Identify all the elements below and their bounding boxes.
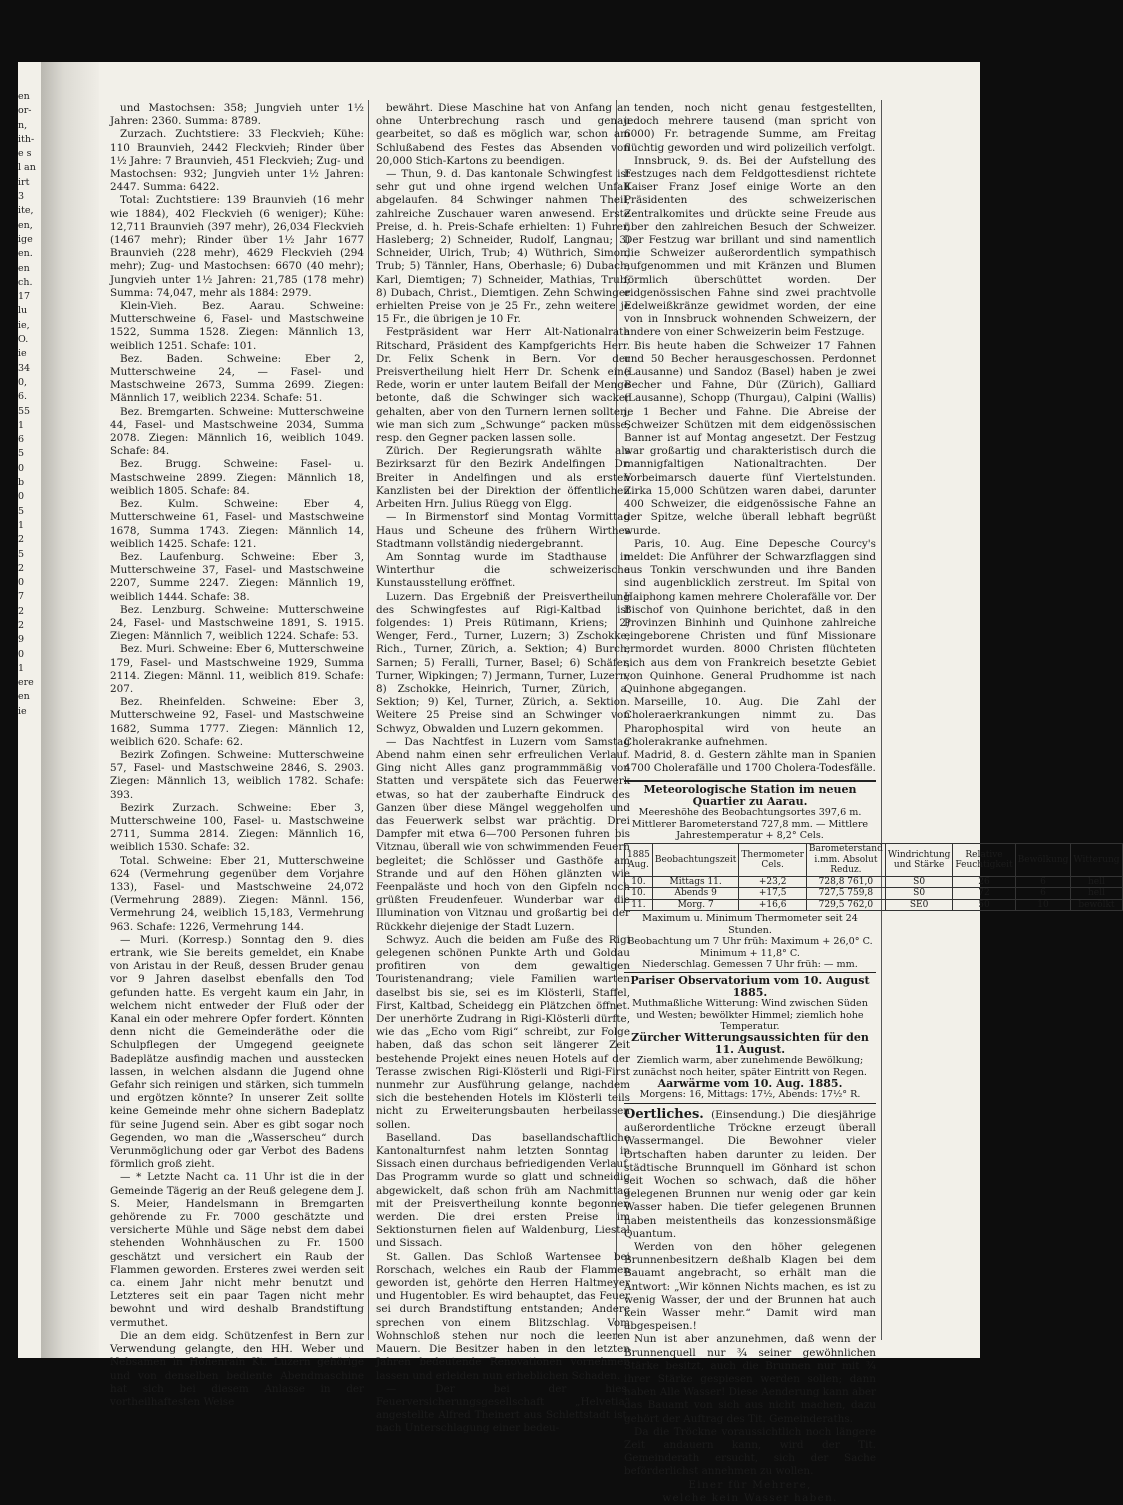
- previous-page-fragment-line: ch.: [18, 276, 33, 288]
- col2-paragraph: Baselland. Das basellandschaftliche Kantonalturnfest nahm letzten Sonntag in Sissach einen durchaus befriedigenden Verlauf. Das Programm wurde so glatt und schneidig abgewickelt, daß schon früh am Nachmittag mit der Preisvertheilung konnte begonnen werden. Die drei ersten Preise im Sektionsturnen fielen auf Waldenburg, Liestal und Sissach.: [376, 1131, 630, 1250]
- meteo-cell: 6: [1015, 888, 1071, 900]
- previous-page-fragment-line: 1: [18, 419, 25, 431]
- meteo-header-cell: Relative Feuchtigkeit: [953, 844, 1015, 877]
- previous-page-fragment-line: O.: [18, 334, 29, 346]
- oertliches-section: [624, 1108, 876, 1505]
- meteo-cell: Morg. 7: [652, 899, 738, 911]
- col1-paragraph: Bez. Kulm. Schweine: Eber 4, Mutterschweine 61, Fasel- und Mastschweine 1678, Summa 1743. Ziegen: Männlich 14, weiblich 1425. Schafe: 121.: [110, 498, 364, 550]
- zuercher-text: Ziemlich warm, aber zunehmende Bewölkung; zunächst noch heiter, später Eintritt von Regen.: [632, 1055, 867, 1078]
- col3-paragraph: Madrid, 8. d. Gestern zählte man in Spanien 4700 Cholerafälle und 1700 Cholera-Todesfälle.: [624, 748, 876, 775]
- meteo-min: Minimum + 11,8° C.: [700, 947, 800, 959]
- col1-paragraph: — Muri. (Korresp.) Sonntag den 9. dies ertrank, wie Sie bereits gemeldet, ein Knabe von Aristau in der Reuß, dessen Bruder genau vor 9 Jahren daselbst ebenfalls den Tod gefunden hatte. Es vergeht kaum ein Jahr, in welchem nicht entweder der Fluß oder der Kanal ein oder mehrere Opfer fordert. Könnten denn nicht die Gemeinderäthe oder die Schulpflegen der Umgegend geeignete Badeplätze ausfindig machen und ausstecken lassen, in welchen alsdann die Jugend ohne Gefahr sich reinigen und stärken, sich tummeln und ergötzen könnte? In unserer Zeit sollte keine Gemeinde mehr ohne sichern Badeplatz für seine Jugend sein. Aber es gibt sogar noch Gegenden, wo man die „Wasserscheu“ durch Verunmöglichung oder gar Verbot des Badens förmlich groß zieht.: [110, 933, 364, 1171]
- previous-page-fragment-line: 3: [18, 191, 25, 203]
- col1-paragraph: Zurzach. Zuchtstiere: 33 Fleckvieh; Kühe: 110 Braunvieh, 2442 Fleckvieh; Rinder über 1½ Jahre: 7 Braunvieh, 451 Fleckvieh; Zug- und Mastochsen: 932; Jungvieh unter 1½ Jahren: 2447. Summa: 6422.: [110, 128, 364, 194]
- previous-page-fragment-line: ie: [18, 348, 27, 360]
- previous-page-fragment-line: 6: [18, 434, 25, 446]
- previous-page-fragment-line: ie: [18, 705, 27, 717]
- previous-page-fragment-line: irt: [18, 176, 30, 188]
- previous-page-fragment-line: 1: [18, 662, 25, 674]
- previous-page-fragment-line: en: [18, 91, 30, 102]
- weather-forecasts: [624, 973, 876, 1103]
- col1-paragraph: Bezirk Zurzach. Schweine: Eber 3, Mutterschweine 100, Fasel- u. Mastschweine 2711, Summa 2814. Ziegen: Männlich 16, weiblich 1530. Schafe: 32.: [110, 801, 364, 854]
- col1-paragraph: Bezirk Zofingen. Schweine: Mutterschweine 57, Fasel- und Mastschweine 2846, S. 2903. Ziegen: Männlich 13, weiblich 1782. Schafe: 393.: [110, 748, 364, 801]
- previous-page-fragment-line: 0: [18, 462, 25, 474]
- col3-paragraph: Bis heute haben die Schweizer 17 Fahnen und 50 Becher herausgeschossen. Perdonnet (Lausanne) und Sandoz (Basel) haben je zwei Becher und Fahne, Dür (Zürich), Galliard (Lausanne), Schopp (Thurgau), Calpini (Wallis) je 1 Becher und Fahne. Die Abreise der Schweizer Schützen mit dem eidgenössischen Banner ist auf Montag angesetzt. Der Festzug war großartig und charakteristisch durch die mannigfaltigen Nationaltrachten. Der Vorbeimarsch dauerte fünf Viertelstunden. Zirka 15,000 Schützen waren dabei, darunter 400 Schweizer, die eidgenössische Fahne an der Spitze, welche überall lebhaft begrüßt wurde.: [624, 339, 876, 537]
- pariser-title: Pariser Observatorium vom 10. August 1885.: [630, 974, 870, 999]
- previous-page-fragment-line: b: [18, 477, 25, 489]
- col1-paragraph: Bez. Laufenburg. Schweine: Eber 3, Mutterschweine 37, Fasel- und Mastschweine 2207, Summe 2247. Ziegen: Männlich 19, weiblich 1444. Schafe: 38.: [110, 550, 364, 603]
- col1-paragraph: Klein-Vieh. Bez. Aarau. Schweine: Mutterschweine 6, Fasel- und Mastschweine 1522, Summa 1528. Ziegen: Männlich 13, weiblich 1251. Schafe: 101.: [110, 300, 364, 352]
- pariser-text: Muthmaßliche Witterung: Wind zwischen Süden und Westen; bewölkter Himmel; ziemlich hohe Temperatur.: [632, 998, 868, 1033]
- meteo-cell: 26: [953, 876, 1015, 888]
- column-divider: [368, 100, 369, 1340]
- previous-page-fragment-line: 7: [18, 591, 25, 603]
- meteo-cell: bewölkt: [1071, 899, 1122, 911]
- previous-page-fragment-line: ere: [18, 677, 34, 689]
- col3-paragraph: Paris, 10. Aug. Eine Depesche Courcy's meldet: Die Anführer der Schwarzflaggen sind aus Tonkin verschwunden und ihre Banden sind augenblicklich zerstreut. Im Spital von Haiphong kamen mehrere Cholerafälle vor. Der Bischof von Quinhone berichtet, daß in den Provinzen Binhinh und Quinhone zahlreiche eingeborene Christen und fünf Missionare ermordet wurden. 8000 Christen flüchteten sich aus dem von Frankreich besetzte Gebiet von Quinhone. General Prudhomme ist nach Quinhone abgegangen.: [624, 537, 876, 695]
- meteo-sub1: Meereshöhe des Beobachtungsortes 397,6 m.: [638, 807, 862, 819]
- meteo-table: [624, 843, 1123, 911]
- meteo-cell: 6: [1015, 876, 1071, 888]
- previous-page-fragment-line: 34: [18, 362, 31, 374]
- previous-page-fragment-line: en,: [18, 219, 33, 231]
- meteo-cell: 10.: [625, 888, 653, 900]
- col2-paragraph: Zürich. Der Regierungsrath wählte als Bezirksarzt für den Bezirk Andelfingen Dr. Breiter in Andelfingen und als ersten Kanzlisten bei der Direktion der öffentlichen Arbeiten Hrn. Julius Rüegg von Elgg.: [376, 445, 630, 511]
- page-binding-shadow: [41, 62, 99, 1358]
- previous-page-fragment-line: ige: [18, 233, 33, 245]
- meteo-cell: Mittags 11.: [652, 876, 738, 888]
- aarwaerme-title: Aarwärme vom 10. Aug. 1885.: [657, 1077, 843, 1091]
- previous-page-fragment-line: 2: [18, 534, 25, 546]
- col3-paragraph: Innsbruck, 9. ds. Bei der Aufstellung des Festzuges nach dem Feldgottesdienst richtete Kaiser Franz Josef einige Worte an den Präsidenten des schweizerischen Zentralkomites und drückte seine Freude aus über den zahlreichen Besuch der Schweizer. Der Festzug war brillant und sind namentlich die Schweizer außerordentlich sympathisch aufgenommen und mit Kränzen und Blumen förmlich überschüttet worden. Der eidgenössischen Fahne sind zwei prachtvolle Edelweißkränze gewidmet worden, der eine von in Innsbruck wohnenden Schweizern, der andere von einer Schweizerin beim Festzuge.: [624, 154, 876, 339]
- previous-page-fragment-line: 9: [18, 634, 25, 646]
- previous-page-fragment-line: l an: [18, 162, 36, 174]
- oertliches-para-1: Werden von den höher gelegenen Brunnenbesitzern deßhalb Klagen bei dem Bauamt angebracht, so erhält man die Antwort: „Wir können Nichts machen, es ist zu wenig Wasser, der und der Brunnen hat auch kein Wasser mehr.“ Damit wird man abgespeisen.!: [624, 1240, 876, 1333]
- col1-paragraph: Bez. Lenzburg. Schweine: Mutterschweine 24, Fasel- und Mastschweine 1891, S. 1915. Ziegen: Männlich 7, weiblich 1224. Schafe: 53.: [110, 603, 364, 643]
- previous-page-fragment-line: ie,: [18, 319, 30, 331]
- previous-page-fragment-line: en.: [18, 248, 33, 260]
- previous-page-fragment-line: 6.: [18, 391, 28, 403]
- col1-paragraph: Bez. Muri. Schweine: Eber 6, Mutterschweine 179, Fasel- und Mastschweine 1929, Summa 2114. Ziegen: Männl. 11, weiblich 819. Schafe: 207.: [110, 643, 364, 695]
- previous-page-fragment-line: 2: [18, 619, 25, 631]
- col1-paragraph: Bez. Rheinfelden. Schweine: Eber 3, Mutterschweine 92, Fasel- und Mastschweine 1682, Summa 1777. Ziegen: Männlich 12, weiblich 620. Schafe: 62.: [110, 696, 364, 748]
- meteo-header-cell: Barometerstand i.mm. Absolut Reduz.: [806, 844, 885, 877]
- zuercher-title: Zürcher Witterungsaussichten für den 11. August.: [631, 1031, 869, 1056]
- col2-paragraph: — Thun, 9. d. Das kantonale Schwingfest ist sehr gut und ohne irgend welchen Unfall abgelaufen. 84 Schwinger nahmen Theil, zahlreiche Zuschauer waren anwesend. Erste Preise, d. h. Preis-Schafe erhielten: 1) Fuhrer, Hasleberg; 2) Schneider, Rudolf, Langnau; 3) Schneider, Ulrich, Trub; 4) Wüthrich, Simon, Trub; 5) Tännler, Hans, Oberhasle; 6) Dubach, Karl, Diemtigen; 7) Schneider, Mathias, Trub; 8) Dubach, Christ., Diemtigen. Zehn Schwinger erhielten Preise von je 25 Fr., zehn weitere je 15 Fr., die übrigen je 10 Fr.: [376, 168, 630, 326]
- meteo-row: [625, 888, 1123, 900]
- oertliches-first: [624, 1108, 876, 1241]
- meteo-cell: hell: [1071, 876, 1122, 888]
- column-3-news: [624, 102, 876, 775]
- meteo-cell: 10.: [625, 876, 653, 888]
- meteo-cell: S0: [885, 876, 953, 888]
- oertliches-para-0: (Einsendung.) Die diesjährige außerordentliche Tröckne erzeugt überall Wassermangel. Die Bewohner vieler Ortschaften haben darunter zu leiden. Der städtische Brunnquell im Gönhard ist schon seit Wochen so schwach, daß die höher gelegenen Brunnen nur wenig oder gar kein Wasser haben. Die tiefer gelegenen Brunnen haben meistentheils das konzessionsmäßige Quantum.: [624, 1108, 877, 1240]
- previous-page-fragment-line: ite,: [18, 205, 34, 217]
- col1-paragraph: Bez. Brugg. Schweine: Fasel- u. Mastschweine 2899. Ziegen: Männlich 18, weiblich 1805. Schafe: 84.: [110, 458, 364, 497]
- previous-page-fragment-line: or-: [18, 105, 32, 117]
- oertliches-para-3: Da die Tröckne voraussichtlich noch längere Zeit andauern kann, wird der Tit. Gemeinderath ersucht, sich der Sache beförderlichst annehmen zu wollen.: [624, 1425, 876, 1478]
- oertliches-heading: Oertliches.: [624, 1106, 704, 1122]
- col2-paragraph: Schwyz. Auch die beiden am Fuße des Rigi gelegenen schönen Punkte Arth und Goldau profitiren von dem gewaltigen Touristenandrang; viele Familien warten daselbst bis sie, sei es im Klösterli, Staffel, First, Kaltbad, Scheidegg ein Plätzchen öffnet. Der unerhörte Zudrang in Rigi-Klösterli dürfte, wie das „Echo vom Rigi“ schreibt, zur Folge haben, daß das schon seit längerer Zeit bestehende Projekt eines neuen Hotels auf der Terasse zwischen Rigi-Klösterli und Rigi-First nunmehr zur Ausführung gelange, nachdem sich die bestehenden Hotels im Klösterli teils nicht zu Erweiterungsbauten herbeilassen sollen.: [376, 933, 630, 1131]
- meteo-cell: SE0: [885, 899, 953, 911]
- previous-page-fragment-line: 5: [18, 505, 25, 517]
- meteo-header-cell: Bewölkung: [1015, 844, 1071, 877]
- previous-page-fragment-line: 1: [18, 519, 25, 531]
- meteo-sub2: Mittlerer Barometerstand 727,8 mm. — Mittlere Jahrestemperatur + 8,2° Cels.: [631, 818, 869, 841]
- meteo-cell: Abends 9: [652, 888, 738, 900]
- meteo-row: [625, 876, 1123, 888]
- previous-page-fragment-line: 0,: [18, 376, 28, 388]
- col3-paragraph: Marseille, 10. Aug. Die Zahl der Choleraerkrankungen nimmt zu. Das Pharophospital wird von heute an Cholerakranke aufnehmen.: [624, 696, 876, 748]
- meteo-cell: +23,2: [739, 876, 807, 888]
- meteo-precip: Niederschlag. Gemessen 7 Uhr früh: — mm.: [642, 959, 858, 971]
- col2-paragraph: Festpräsident war Herr Alt-Nationalrath Ritschard, Präsident des Kampfgerichts Herr. Dr. Felix Schenk in Bern. Vor der Preisvertheilung hielt Herr Dr. Schenk eine Rede, worin er unter lautem Beifall der Menge betonte, daß die Schwinger sich wacker gehalten, aber von den Turnern lernen sollten, wie man sich zum „Schwunge“ packen müsse, resp. den Gegner packen lassen solle.: [376, 326, 630, 445]
- meteo-header-cell: Thermometer Cels.: [739, 844, 807, 877]
- col1-paragraph: — * Letzte Nacht ca. 11 Uhr ist die in der Gemeinde Tägerig an der Reuß gelegene dem J. S. Meier, Handelsmann in Bremgarten gehörende zu Fr. 7000 geschätzte und versicherte Mühle und Säge nebst dem dabei stehenden Wohnhäuschen zu Fr. 1500 geschätzt und versichert ein Raub der Flammen geworden. Ersteres zwei werden seit ca. einem Jahr nicht mehr benutzt und Letzteres seit ein paar Tagen nicht mehr bewohnt und wird deshalb Brandstiftung vermuthet.: [110, 1171, 364, 1329]
- previous-page-fragment-line: e s: [18, 148, 32, 160]
- previous-page-fragment-line: 55: [18, 405, 31, 417]
- meteo-cell: +17,5: [739, 888, 807, 900]
- col2-paragraph: — In Birmenstorf sind Montag Vormittag Haus und Scheune des frühern Wirthes Stadtmann vollständig niedergebrannt.: [376, 511, 630, 550]
- meteo-header-cell: 1885 Aug.: [625, 844, 653, 877]
- previous-page-fragment-line: 0: [18, 577, 25, 589]
- previous-page-fragment-line: 5: [18, 448, 25, 460]
- col3-paragraph: tenden, noch nicht genau festgestellten, jedoch mehrere tausend (man spricht von 6000) Fr. betragende Summe, am Freitag flüchtig geworden und wird polizeilich verfolgt.: [624, 102, 876, 154]
- col2-paragraph: St. Gallen. Das Schloß Wartensee bei Rorschach, welches ein Raub der Flammen geworden ist, gehörte den Herren Haltmeyer und Hugentobler. Es wird behauptet, das Feuer sei durch Brandstiftung entstanden; Andere sprechen von einem Blitzschlag. Vom Wohnschloß stehen nur noch die leeren Mauern. Die Besitzer haben in den letzten Jahren bedeutende Renovationen vornehmen lassen und erleiden nun erheblichen Schaden.: [376, 1250, 630, 1382]
- previous-page-fragment-line: 0: [18, 491, 25, 503]
- col2-paragraph: bewährt. Diese Maschine hat von Anfang an ohne Unterbrechung rasch und genau gearbeitet, so daß es möglich war, schon am Schlußabend des Festes das Absenden von 20,000 Stich-Kartons zu beendigen.: [376, 102, 630, 167]
- col1-paragraph: Total. Schweine: Eber 21, Mutterschweine 624 (Vermehrung gegenüber dem Vorjahre 133), Fasel- und Mastschweine 24,072 (Vermehrung 2889). Ziegen: Männl. 156, Vermehrung 24, weiblich 15,183, Vermehrung 963. Schafe: 1226, Vermehrung 144.: [110, 854, 364, 933]
- previous-page-fragment-line: 17: [18, 291, 31, 303]
- meteo-maxmin: Maximum u. Minimum Thermometer seit 24 Stunden.: [642, 913, 858, 936]
- aarwaerme-text: Morgens: 16, Mittags: 17½, Abends: 17½° R.: [639, 1089, 861, 1101]
- meteo-cell: 11.: [625, 899, 653, 911]
- meteo-cell: hell: [1071, 888, 1122, 900]
- previous-page-fragment-line: lu: [18, 305, 28, 317]
- meteo-cell: 72: [953, 888, 1015, 900]
- meteo-cell: 729,5 762,0: [806, 899, 885, 911]
- meteo-row: [625, 899, 1123, 911]
- col1-paragraph: Die an dem eidg. Schützenfest in Bern zur Verwendung gelangte, den HH. Weber und Nebsamen in Hohenrain Kt. Luzern gehörige und von denselben bediente Abendmaschine hat sich bei diesem Anlasse in der vortheilhaftesten Weise: [110, 1329, 364, 1408]
- col1-paragraph: Total: Zuchtstiere: 139 Braunvieh (16 mehr wie 1884), 402 Fleckvieh (6 weniger); Kühe: 12,711 Braunvieh (397 mehr), 26,034 Fleckvieh (1467 mehr); Rinder über 1½ Jahr 1677 Braunvieh (228 mehr), 4629 Fleckvieh (294 mehr); Zug- und Mastochsen: 6670 (40 mehr); Jungvieh unter 1½ Jahren: 21,785 (178 mehr) Summa: 74,047, mehr als 1884: 2979.: [110, 194, 364, 299]
- previous-page-column-fragment: [18, 90, 40, 1340]
- column-divider: [881, 100, 882, 1340]
- col1-paragraph: Bez. Baden. Schweine: Eber 2, Mutterschweine 24, — Fasel- und Mastschweine 2673, Summa 2699. Ziegen: Männlich 17, weiblich 2234. Schafe: 51.: [110, 352, 364, 405]
- meteo-cell: 50: [953, 899, 1015, 911]
- meteo-cell: +16,6: [739, 899, 807, 911]
- meteo-header-cell: Witterung: [1071, 844, 1122, 877]
- meteo-cell: S0: [885, 888, 953, 900]
- previous-page-fragment-line: n,: [18, 119, 28, 131]
- previous-page-fragment-line: en: [18, 262, 30, 274]
- col2-paragraph: — Der bei der hies. Feuerversicherungsgesellschaft „Helvetia“ angestellte Alfred Theinert aus Schlettstadt ist, nach Unterschlagung einer bedeu-: [376, 1382, 630, 1435]
- col2-paragraph: — Das Nachtfest in Luzern vom Samstag Abend nahm einen sehr erfreulichen Verlauf. Ging nicht Alles ganz programmmäßig von Statten und verspätete sich das Feuerwerk etwas, so hat der zauberhafte Eindruck des Ganzen über diese Mängel weggeholfen und das Feuerwerk selbst war prächtig. Drei Dampfer mit etwa 6—700 Personen fuhren bis Vitznau, überall wie von schwimmenden Feuern begleitet; die Schlösser und Gasthöfe am Strande und auf den Höhen glänzten wie Feenpaläste und hoch von den Gipfeln noch grüßten Freudenfeuer. Wunderbar war die Illumination von Vitznau und großartig bei der Rückkehr diejenige der Stadt Luzern.: [376, 735, 630, 933]
- col1-paragraph: und Mastochsen: 358; Jungvieh unter 1½ Jahren: 2360. Summa: 8789.: [110, 102, 364, 128]
- newspaper-page: [18, 62, 1120, 1504]
- oertliches-para-2: Nun ist aber anzunehmen, daß wenn der Brunnenquell nur ¾ seiner gewöhnlichen Stärke besitzt, auch die Brunnen nur mit ¾ ihrer Stärke gespiesen werden sollen; dann haben Alle Wasser! Diese Aenderung kann aber das Bauamt von sich aus nicht machen, dazu gehört der Auftrag des Tit. Gemeinderaths.: [624, 1333, 876, 1425]
- previous-page-fragment-line: 5: [18, 548, 25, 560]
- column-1: [110, 102, 364, 1408]
- previous-page-fragment-line: 2: [18, 605, 25, 617]
- previous-page-fragment-line: 0: [18, 648, 25, 660]
- col2-paragraph: Luzern. Das Ergebniß der Preisvertheilung des Schwingfestes auf Rigi-Kaltbad ist folgendes: 1) Preis Rütimann, Kriens; 2) Wenger, Ferd., Turner, Luzern; 3) Zschokke, Rich., Turner, Zürich, a. Sektion; 4) Burch, Sarnen; 5) Feralli, Turner, Basel; 6) Schäfer, Turner, Wipkingen; 7) Jermann, Turner, Luzern; 8) Zschokke, Heinrich, Turner, Zürich, a. Sektion; 9) Kel, Turner, Zürich, a. Sektion. Weitere 25 Preise sind an Schwinger von Schwyz, Obwalden und Luzern gekommen.: [376, 590, 630, 735]
- meteo-cell: 10: [1015, 899, 1071, 911]
- closing-signature-1: Einer für Mehrere,: [688, 1478, 812, 1491]
- column-2: [376, 102, 630, 1435]
- meteorological-report: [624, 780, 1120, 973]
- previous-page-fragment-line: ith-: [18, 133, 35, 145]
- meteo-title: Meteorologische Station im neuen Quartier zu Aarau.: [643, 783, 857, 808]
- meteo-cell: 727,5 759,8: [806, 888, 885, 900]
- meteo-cell: 728,8 761,0: [806, 876, 885, 888]
- col1-paragraph: Bez. Bremgarten. Schweine: Mutterschweine 44, Fasel- und Mastschweine 2034, Summa 2078. Ziegen: Männlich 16, weiblich 1049. Schafe: 84.: [110, 405, 364, 458]
- previous-page-fragment-line: 2: [18, 562, 25, 574]
- meteo-obs: Beobachtung um 7 Uhr früh: Maximum + 26,0° C.: [627, 936, 873, 948]
- closing-signature-2: welche kein Wasser haben.: [662, 1491, 838, 1504]
- meteo-header-cell: Windrichtung und Stärke: [885, 844, 953, 877]
- meteo-header-cell: Beobachtungszeit: [652, 844, 738, 877]
- previous-page-fragment-line: en: [18, 691, 30, 703]
- col2-paragraph: Am Sonntag wurde im Stadthause in Winterthur die schweizerische Kunstausstellung eröffnet.: [376, 550, 630, 590]
- column-3: [624, 102, 1120, 1504]
